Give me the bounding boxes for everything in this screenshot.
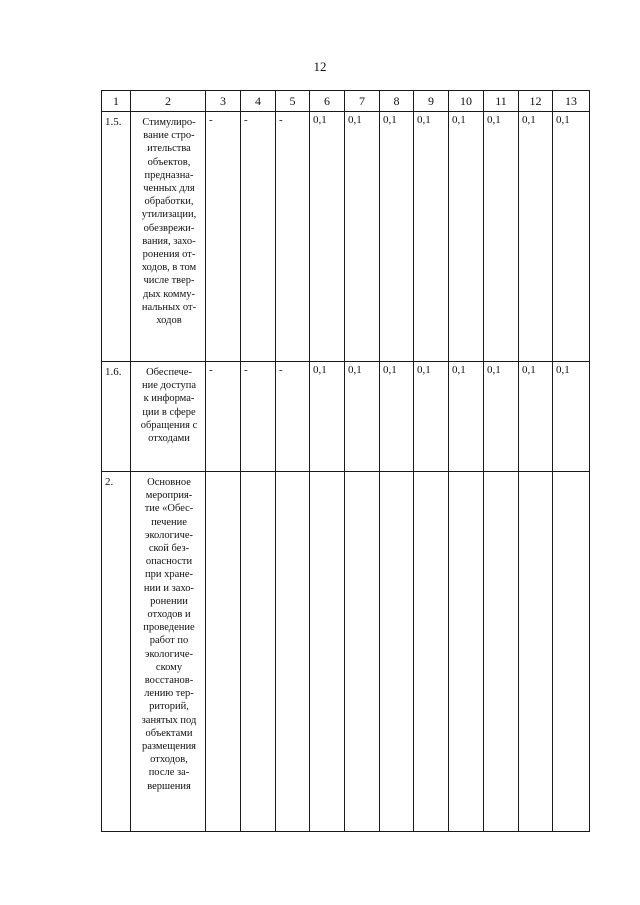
column-header: 13 xyxy=(553,91,590,112)
column-header: 9 xyxy=(414,91,449,112)
row-number: 2. xyxy=(102,472,131,832)
column-header: 1 xyxy=(102,91,131,112)
table-cell: 0,1 xyxy=(484,112,519,362)
row-description: Обеспече- ние доступа к информа- ции в сфере обращения с отходами xyxy=(131,362,206,472)
column-header: 11 xyxy=(484,91,519,112)
table-cell xyxy=(276,472,310,832)
table-cell: 0,1 xyxy=(310,112,345,362)
row-description: Стимулиро- вание стро- ительства объектов, предназна- ченных для обработки, утилизации, обезврежи- вания, захо- ронения от- ходов, в том числе твер- дых комму- нальных от- ходов xyxy=(131,112,206,362)
page-number: 12 xyxy=(313,59,327,74)
table-cell: - xyxy=(276,112,310,362)
table-cell xyxy=(241,472,276,832)
table-cell: 0,1 xyxy=(345,362,380,472)
table-cell xyxy=(449,472,484,832)
table-header-row xyxy=(102,91,590,112)
table-cell xyxy=(206,472,241,832)
table-cell: - xyxy=(241,362,276,472)
table-row xyxy=(102,362,590,472)
table-cell: 0,1 xyxy=(553,112,590,362)
table-cell: - xyxy=(206,362,241,472)
table-cell: 0,1 xyxy=(553,362,590,472)
table-cell: 0,1 xyxy=(449,112,484,362)
column-header: 4 xyxy=(241,91,276,112)
table-cell: 0,1 xyxy=(380,362,414,472)
column-header: 12 xyxy=(519,91,553,112)
table-cell xyxy=(345,472,380,832)
table-cell xyxy=(414,472,449,832)
table-row xyxy=(102,112,590,362)
table-cell: - xyxy=(206,112,241,362)
table-cell xyxy=(519,472,553,832)
column-header: 6 xyxy=(310,91,345,112)
table-cell: 0,1 xyxy=(310,362,345,472)
table-cell: 0,1 xyxy=(484,362,519,472)
table-cell: - xyxy=(241,112,276,362)
table-cell: 0,1 xyxy=(519,362,553,472)
table-cell: 0,1 xyxy=(380,112,414,362)
data-table xyxy=(101,90,590,832)
column-header: 2 xyxy=(131,91,206,112)
table-cell: - xyxy=(276,362,310,472)
table-row xyxy=(102,472,590,832)
row-description: Основное мероприя- тие «Обес- печение экологиче- ской без- опасности при хране- нии и захо- ронении отходов и проведение работ по экологиче- скому восстанов- лению тер- риторий, занятых под объектами размещения отходов, после за- вершения xyxy=(131,472,206,832)
table-cell: 0,1 xyxy=(345,112,380,362)
column-header: 5 xyxy=(276,91,310,112)
table-cell xyxy=(553,472,590,832)
row-number: 1.6. xyxy=(102,362,131,472)
table-cell: 0,1 xyxy=(414,362,449,472)
table-cell: 0,1 xyxy=(449,362,484,472)
column-header: 7 xyxy=(345,91,380,112)
column-header: 3 xyxy=(206,91,241,112)
table-cell xyxy=(380,472,414,832)
table-cell xyxy=(310,472,345,832)
column-header: 10 xyxy=(449,91,484,112)
table-cell: 0,1 xyxy=(414,112,449,362)
column-header: 8 xyxy=(380,91,414,112)
table-cell xyxy=(484,472,519,832)
table-cell: 0,1 xyxy=(519,112,553,362)
row-number: 1.5. xyxy=(102,112,131,362)
